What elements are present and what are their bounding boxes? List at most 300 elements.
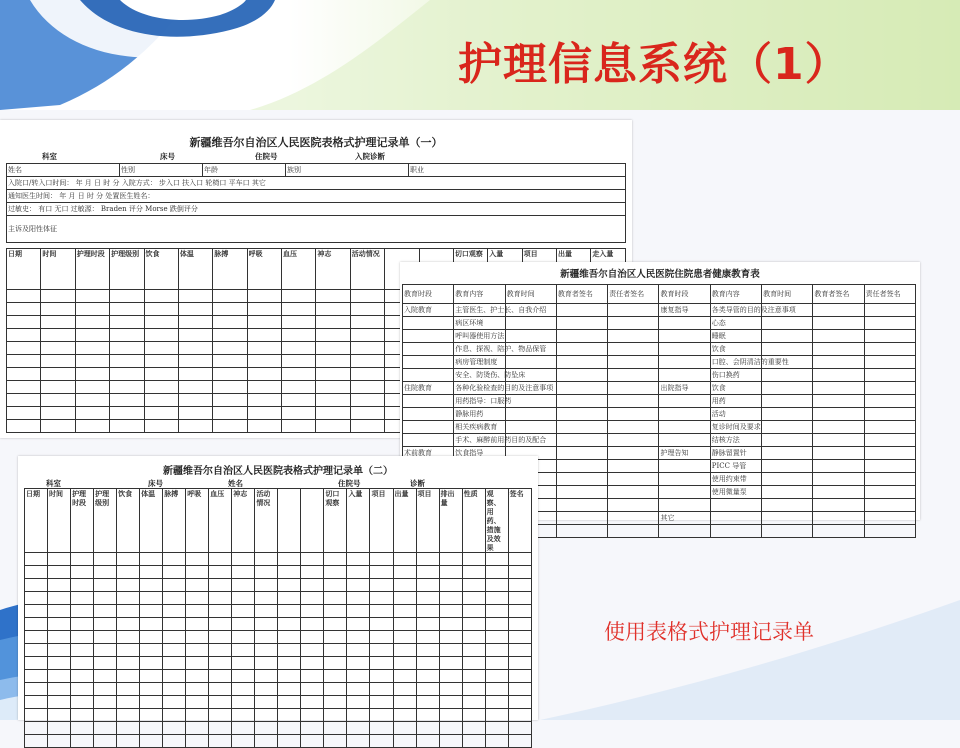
table-cell[interactable]	[117, 644, 140, 657]
table-cell[interactable]	[278, 566, 301, 579]
table-cell[interactable]	[41, 355, 75, 368]
table-cell[interactable]	[324, 553, 347, 566]
table-cell[interactable]	[255, 722, 278, 735]
table-cell[interactable]	[209, 696, 232, 709]
checkbox-cell[interactable]	[608, 447, 659, 460]
table-cell[interactable]	[71, 566, 94, 579]
table-cell[interactable]	[247, 342, 281, 355]
table-cell[interactable]	[255, 696, 278, 709]
checkbox-cell[interactable]	[864, 317, 915, 330]
table-cell[interactable]	[186, 735, 209, 748]
table-cell[interactable]	[25, 618, 48, 631]
checkbox-cell[interactable]	[762, 408, 813, 421]
checkbox-cell[interactable]	[864, 395, 915, 408]
table-cell[interactable]	[25, 579, 48, 592]
table-cell[interactable]	[163, 696, 186, 709]
table-cell[interactable]	[7, 420, 41, 433]
table-cell[interactable]	[439, 631, 462, 644]
table-cell[interactable]	[209, 722, 232, 735]
checkbox-cell[interactable]	[762, 330, 813, 343]
table-cell[interactable]	[232, 735, 255, 748]
table-cell[interactable]	[301, 683, 324, 696]
table-cell[interactable]	[140, 670, 163, 683]
checkbox-cell[interactable]	[608, 434, 659, 447]
table-cell[interactable]	[110, 394, 144, 407]
table-cell[interactable]	[209, 605, 232, 618]
table-cell[interactable]	[350, 290, 384, 303]
table-cell[interactable]	[278, 735, 301, 748]
table-cell[interactable]	[282, 316, 316, 329]
table-cell[interactable]	[110, 355, 144, 368]
checkbox-cell[interactable]	[659, 395, 710, 408]
table-cell[interactable]	[282, 290, 316, 303]
table-cell[interactable]	[370, 670, 393, 683]
table-cell[interactable]	[25, 631, 48, 644]
table-cell[interactable]	[247, 407, 281, 420]
table-cell[interactable]	[462, 709, 485, 722]
table-cell[interactable]	[347, 722, 370, 735]
table-cell[interactable]	[485, 735, 508, 748]
table-cell[interactable]	[94, 566, 117, 579]
table-cell[interactable]	[117, 657, 140, 670]
checkbox-cell[interactable]	[505, 317, 556, 330]
checkbox-cell[interactable]	[608, 460, 659, 473]
table-cell[interactable]	[316, 381, 350, 394]
table-cell[interactable]	[439, 553, 462, 566]
table-cell[interactable]	[439, 683, 462, 696]
table-cell[interactable]	[232, 657, 255, 670]
table-cell[interactable]	[370, 722, 393, 735]
table-cell[interactable]	[462, 735, 485, 748]
table-cell[interactable]	[393, 696, 416, 709]
table-cell[interactable]	[393, 670, 416, 683]
table-cell[interactable]	[48, 735, 71, 748]
table-cell[interactable]	[209, 735, 232, 748]
table-cell[interactable]	[416, 709, 439, 722]
table-cell[interactable]	[508, 592, 531, 605]
table-cell[interactable]	[370, 683, 393, 696]
table-cell[interactable]	[347, 657, 370, 670]
table-cell[interactable]	[209, 579, 232, 592]
table-cell[interactable]	[350, 355, 384, 368]
table-cell[interactable]	[25, 566, 48, 579]
checkbox-cell[interactable]	[659, 460, 710, 473]
table-cell[interactable]	[94, 709, 117, 722]
checkbox-cell[interactable]	[864, 382, 915, 395]
table-cell[interactable]	[163, 657, 186, 670]
table-cell[interactable]	[316, 303, 350, 316]
table-cell[interactable]	[393, 631, 416, 644]
table-cell[interactable]	[25, 605, 48, 618]
table-cell[interactable]	[508, 605, 531, 618]
table-cell[interactable]	[48, 605, 71, 618]
table-cell[interactable]	[110, 316, 144, 329]
table-cell[interactable]	[282, 329, 316, 342]
table-cell[interactable]	[186, 592, 209, 605]
table-cell[interactable]	[25, 709, 48, 722]
table-cell[interactable]	[140, 709, 163, 722]
table-cell[interactable]	[439, 722, 462, 735]
table-cell[interactable]	[316, 355, 350, 368]
table-cell[interactable]	[255, 670, 278, 683]
table-cell[interactable]	[25, 592, 48, 605]
table-cell[interactable]	[439, 579, 462, 592]
table-cell[interactable]	[347, 631, 370, 644]
checkbox-cell[interactable]	[608, 408, 659, 421]
table-cell[interactable]	[347, 579, 370, 592]
table-cell[interactable]	[41, 303, 75, 316]
table-cell[interactable]	[416, 722, 439, 735]
table-cell[interactable]	[163, 722, 186, 735]
table-cell[interactable]	[247, 329, 281, 342]
table-cell[interactable]	[117, 553, 140, 566]
table-cell[interactable]	[94, 683, 117, 696]
table-cell[interactable]	[140, 683, 163, 696]
table-cell[interactable]	[247, 381, 281, 394]
table-cell[interactable]	[25, 644, 48, 657]
table-cell[interactable]	[232, 592, 255, 605]
table-cell[interactable]	[485, 605, 508, 618]
table-cell[interactable]	[140, 722, 163, 735]
checkbox-cell[interactable]	[608, 395, 659, 408]
checkbox-cell[interactable]	[762, 486, 813, 499]
table-cell[interactable]	[278, 631, 301, 644]
table-cell[interactable]	[25, 670, 48, 683]
table-cell[interactable]	[247, 420, 281, 433]
checkbox-cell[interactable]	[813, 512, 864, 525]
checkbox-cell[interactable]	[556, 330, 607, 343]
table-cell[interactable]	[255, 631, 278, 644]
checkbox-cell[interactable]	[556, 525, 607, 538]
table-cell[interactable]	[255, 618, 278, 631]
checkbox-cell[interactable]	[813, 408, 864, 421]
table-cell[interactable]	[278, 709, 301, 722]
table-cell[interactable]	[7, 342, 41, 355]
table-cell[interactable]	[144, 368, 178, 381]
table-cell[interactable]	[213, 394, 247, 407]
table-cell[interactable]	[94, 670, 117, 683]
table-cell[interactable]	[110, 303, 144, 316]
checkbox-cell[interactable]	[403, 434, 454, 447]
table-cell[interactable]	[485, 618, 508, 631]
table-cell[interactable]	[508, 618, 531, 631]
table-cell[interactable]	[75, 420, 109, 433]
checkbox-cell[interactable]	[813, 330, 864, 343]
table-cell[interactable]	[301, 735, 324, 748]
table-cell[interactable]	[163, 631, 186, 644]
table-cell[interactable]	[232, 566, 255, 579]
table-cell[interactable]	[144, 329, 178, 342]
table-cell[interactable]	[110, 329, 144, 342]
checkbox-cell[interactable]	[608, 499, 659, 512]
checkbox-cell[interactable]	[813, 460, 864, 473]
table-cell[interactable]	[94, 735, 117, 748]
table-cell[interactable]	[301, 631, 324, 644]
table-cell[interactable]	[350, 342, 384, 355]
checkbox-cell[interactable]	[762, 369, 813, 382]
table-cell[interactable]	[508, 735, 531, 748]
table-cell[interactable]	[144, 355, 178, 368]
table-cell[interactable]	[41, 290, 75, 303]
table-cell[interactable]	[144, 381, 178, 394]
checkbox-cell[interactable]	[813, 317, 864, 330]
checkbox-cell[interactable]	[813, 473, 864, 486]
table-cell[interactable]	[48, 618, 71, 631]
table-cell[interactable]	[316, 316, 350, 329]
table-cell[interactable]	[71, 605, 94, 618]
table-cell[interactable]	[213, 303, 247, 316]
table-cell[interactable]	[255, 735, 278, 748]
table-cell[interactable]	[48, 696, 71, 709]
checkbox-cell[interactable]	[813, 486, 864, 499]
table-cell[interactable]	[282, 407, 316, 420]
table-cell[interactable]	[163, 644, 186, 657]
table-cell[interactable]	[163, 566, 186, 579]
table-cell[interactable]	[350, 407, 384, 420]
checkbox-cell[interactable]	[659, 525, 710, 538]
checkbox-cell[interactable]	[608, 473, 659, 486]
table-cell[interactable]	[94, 592, 117, 605]
checkbox-cell[interactable]	[659, 421, 710, 434]
table-cell[interactable]	[439, 709, 462, 722]
checkbox-cell[interactable]	[864, 369, 915, 382]
table-cell[interactable]	[301, 644, 324, 657]
table-cell[interactable]	[75, 303, 109, 316]
checkbox-cell[interactable]	[864, 499, 915, 512]
table-cell[interactable]	[301, 696, 324, 709]
table-cell[interactable]	[209, 618, 232, 631]
table-cell[interactable]	[416, 735, 439, 748]
table-cell[interactable]	[7, 407, 41, 420]
checkbox-cell[interactable]	[556, 395, 607, 408]
checkbox-cell[interactable]	[864, 356, 915, 369]
table-cell[interactable]	[186, 709, 209, 722]
table-cell[interactable]	[370, 631, 393, 644]
table-cell[interactable]	[485, 644, 508, 657]
table-cell[interactable]	[209, 683, 232, 696]
table-cell[interactable]	[347, 670, 370, 683]
table-cell[interactable]	[485, 657, 508, 670]
table-cell[interactable]	[71, 657, 94, 670]
table-cell[interactable]	[301, 670, 324, 683]
table-cell[interactable]	[393, 579, 416, 592]
checkbox-cell[interactable]	[813, 421, 864, 434]
checkbox-cell[interactable]	[556, 499, 607, 512]
table-cell[interactable]	[370, 579, 393, 592]
table-cell[interactable]	[324, 670, 347, 683]
table-cell[interactable]	[255, 683, 278, 696]
checkbox-cell[interactable]	[659, 356, 710, 369]
table-cell[interactable]	[94, 722, 117, 735]
checkbox-cell[interactable]	[608, 304, 659, 317]
checkbox-cell[interactable]	[403, 317, 454, 330]
table-cell[interactable]	[347, 618, 370, 631]
table-cell[interactable]	[232, 605, 255, 618]
table-cell[interactable]	[485, 553, 508, 566]
checkbox-cell[interactable]	[864, 473, 915, 486]
checkbox-cell[interactable]	[813, 525, 864, 538]
table-cell[interactable]	[178, 420, 212, 433]
table-cell[interactable]	[347, 605, 370, 618]
checkbox-cell[interactable]	[608, 356, 659, 369]
table-cell[interactable]	[163, 670, 186, 683]
table-cell[interactable]	[324, 579, 347, 592]
table-cell[interactable]	[508, 683, 531, 696]
table-cell[interactable]	[462, 618, 485, 631]
table-cell[interactable]	[94, 618, 117, 631]
checkbox-cell[interactable]	[813, 434, 864, 447]
table-cell[interactable]	[178, 355, 212, 368]
table-cell[interactable]	[282, 368, 316, 381]
table-cell[interactable]	[232, 618, 255, 631]
table-cell[interactable]	[232, 644, 255, 657]
table-cell[interactable]	[324, 709, 347, 722]
checkbox-cell[interactable]	[813, 447, 864, 460]
checkbox-cell[interactable]	[556, 473, 607, 486]
table-cell[interactable]	[324, 735, 347, 748]
table-cell[interactable]	[462, 657, 485, 670]
table-cell[interactable]	[508, 566, 531, 579]
table-cell[interactable]	[117, 579, 140, 592]
table-cell[interactable]	[439, 618, 462, 631]
table-cell[interactable]	[71, 735, 94, 748]
table-cell[interactable]	[416, 696, 439, 709]
table-cell[interactable]	[117, 618, 140, 631]
table-cell[interactable]	[110, 407, 144, 420]
table-cell[interactable]	[48, 657, 71, 670]
table-cell[interactable]	[213, 420, 247, 433]
table-cell[interactable]	[94, 696, 117, 709]
table-cell[interactable]	[278, 605, 301, 618]
table-cell[interactable]	[232, 683, 255, 696]
table-cell[interactable]	[301, 592, 324, 605]
table-cell[interactable]	[110, 342, 144, 355]
checkbox-cell[interactable]	[659, 499, 710, 512]
checkbox-cell[interactable]	[556, 512, 607, 525]
table-cell[interactable]	[278, 644, 301, 657]
checkbox-cell[interactable]	[762, 525, 813, 538]
table-cell[interactable]	[71, 696, 94, 709]
table-cell[interactable]	[75, 407, 109, 420]
table-cell[interactable]	[41, 368, 75, 381]
table-cell[interactable]	[255, 579, 278, 592]
table-cell[interactable]	[301, 605, 324, 618]
table-cell[interactable]	[462, 683, 485, 696]
table-cell[interactable]	[350, 394, 384, 407]
checkbox-cell[interactable]	[505, 395, 556, 408]
table-cell[interactable]	[25, 683, 48, 696]
table-cell[interactable]	[324, 592, 347, 605]
table-cell[interactable]	[324, 631, 347, 644]
table-cell[interactable]	[255, 644, 278, 657]
table-cell[interactable]	[25, 657, 48, 670]
table-cell[interactable]	[324, 696, 347, 709]
table-cell[interactable]	[25, 553, 48, 566]
table-cell[interactable]	[508, 709, 531, 722]
table-cell[interactable]	[247, 290, 281, 303]
checkbox-cell[interactable]	[403, 356, 454, 369]
table-cell[interactable]	[117, 670, 140, 683]
table-cell[interactable]	[140, 566, 163, 579]
table-cell[interactable]	[7, 355, 41, 368]
table-cell[interactable]	[278, 553, 301, 566]
table-cell[interactable]	[347, 735, 370, 748]
table-cell[interactable]	[232, 696, 255, 709]
checkbox-cell[interactable]	[762, 460, 813, 473]
table-cell[interactable]	[94, 553, 117, 566]
checkbox-cell[interactable]	[556, 434, 607, 447]
table-cell[interactable]	[347, 592, 370, 605]
table-cell[interactable]	[462, 670, 485, 683]
table-cell[interactable]	[144, 394, 178, 407]
table-cell[interactable]	[347, 553, 370, 566]
checkbox-cell[interactable]	[403, 408, 454, 421]
table-cell[interactable]	[462, 696, 485, 709]
checkbox-cell[interactable]	[556, 408, 607, 421]
table-cell[interactable]	[48, 553, 71, 566]
table-cell[interactable]	[282, 420, 316, 433]
table-cell[interactable]	[213, 407, 247, 420]
table-cell[interactable]	[140, 605, 163, 618]
checkbox-cell[interactable]	[556, 421, 607, 434]
table-cell[interactable]	[213, 368, 247, 381]
table-cell[interactable]	[282, 355, 316, 368]
table-cell[interactable]	[247, 368, 281, 381]
checkbox-cell[interactable]	[864, 447, 915, 460]
checkbox-cell[interactable]	[813, 499, 864, 512]
checkbox-cell[interactable]	[864, 304, 915, 317]
table-cell[interactable]	[209, 644, 232, 657]
table-cell[interactable]	[393, 592, 416, 605]
table-cell[interactable]	[25, 735, 48, 748]
table-cell[interactable]	[178, 316, 212, 329]
table-cell[interactable]	[117, 605, 140, 618]
table-cell[interactable]	[393, 735, 416, 748]
table-cell[interactable]	[140, 657, 163, 670]
table-cell[interactable]	[75, 329, 109, 342]
table-cell[interactable]	[213, 381, 247, 394]
table-cell[interactable]	[370, 605, 393, 618]
table-cell[interactable]	[117, 709, 140, 722]
table-cell[interactable]	[370, 696, 393, 709]
table-cell[interactable]	[110, 368, 144, 381]
table-cell[interactable]	[282, 303, 316, 316]
table-cell[interactable]	[347, 566, 370, 579]
table-cell[interactable]	[324, 566, 347, 579]
checkbox-cell[interactable]	[556, 317, 607, 330]
checkbox-cell[interactable]	[608, 512, 659, 525]
table-cell[interactable]	[75, 316, 109, 329]
table-cell[interactable]	[316, 290, 350, 303]
table-cell[interactable]	[75, 381, 109, 394]
checkbox-cell[interactable]	[403, 421, 454, 434]
table-cell[interactable]	[485, 683, 508, 696]
table-cell[interactable]	[178, 290, 212, 303]
table-cell[interactable]	[462, 722, 485, 735]
table-cell[interactable]	[48, 683, 71, 696]
table-cell[interactable]	[350, 381, 384, 394]
checkbox-cell[interactable]	[659, 330, 710, 343]
checkbox-cell[interactable]	[864, 343, 915, 356]
table-cell[interactable]	[278, 683, 301, 696]
checkbox-cell[interactable]	[505, 408, 556, 421]
table-cell[interactable]	[178, 329, 212, 342]
table-cell[interactable]	[71, 579, 94, 592]
table-cell[interactable]	[75, 394, 109, 407]
table-cell[interactable]	[71, 592, 94, 605]
table-cell[interactable]	[301, 566, 324, 579]
table-cell[interactable]	[370, 592, 393, 605]
